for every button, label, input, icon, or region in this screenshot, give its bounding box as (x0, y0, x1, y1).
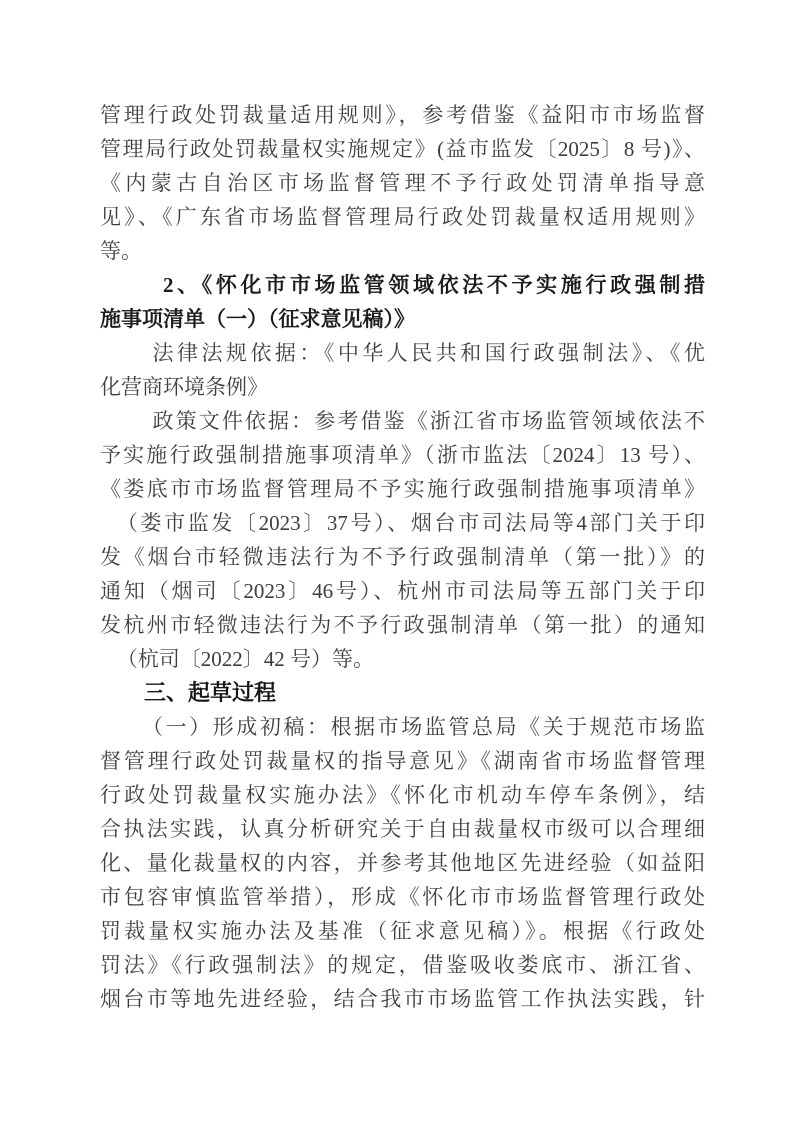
text-line: 化、量化裁量权的内容，并参考其他地区先进经验（如益阳 (100, 851, 705, 875)
text-line: 发《烟台市轻微违法行为不予行政强制清单（第一批）》的 (100, 545, 705, 569)
text-line: 予实施行政强制措施事项清单》（浙市监法〔2024〕13 号）、 (100, 443, 705, 467)
text-line: 法律法规依据：《中华人民共和国行政强制法》、《优 (152, 341, 705, 365)
text-line: 管理局行政处罚裁量权实施规定》(益市监发〔2025〕8 号)》、 (100, 137, 705, 161)
text-line: （杭司〔2022〕42 号）等。 (116, 647, 375, 671)
para-continued-policy-basis-item1 (100, 98, 705, 268)
para-forming-first-draft (100, 710, 705, 1016)
text-line: 施事项清单（一）（征求意见稿）》 (100, 307, 415, 331)
text-line: 市包容审慎监管举措），形成《怀化市市场监督管理行政处 (100, 885, 705, 909)
text-line: （一）形成初稿：根据市场监管总局《关于规范市场监 (142, 715, 705, 739)
heading-section-3-drafting-process (100, 676, 705, 710)
text-line: 管理行政处罚裁量适用规则》，参考借鉴《益阳市市场监督 (100, 103, 705, 127)
text-line: 2、《怀化市市场监管领域依法不予实施行政强制措 (163, 273, 705, 297)
para-policy-document-basis (100, 404, 705, 676)
text-line: 罚裁量权实施办法及基准（征求意见稿）》。根据《行政处 (100, 919, 705, 943)
para-legal-basis (100, 336, 705, 404)
text-line: 发杭州市轻微违法行为不予行政强制清单（第一批）的通知 (100, 613, 705, 637)
text-line: 化营商环境条例》 (100, 375, 268, 399)
text-line: 政策文件依据：参考借鉴《浙江省市场监管领域依法不 (152, 409, 705, 433)
text-line: 等。 (100, 239, 142, 263)
text-line: 见》、《广东省市场监督管理局行政处罚裁量权适用规则》 (100, 205, 705, 229)
heading-item-2-title (100, 268, 705, 336)
text-line: 罚法》《行政强制法》的规定，借鉴吸收娄底市、浙江省、 (100, 953, 705, 977)
text-line: 通知（烟司〔2023〕46号）、杭州市司法局等五部门关于印 (100, 579, 705, 603)
document-text-block (100, 98, 705, 1016)
text-line: 《内蒙古自治区市场监督管理不予行政处罚清单指导意 (100, 171, 705, 195)
text-line: 合执法实践，认真分析研究关于自由裁量权市级可以合理细 (100, 817, 705, 841)
text-line: 督管理行政处罚裁量权的指导意见》《湖南省市场监督管理 (100, 749, 705, 773)
text-line: 三、起草过程 (144, 680, 277, 705)
text-line: 烟台市等地先进经验，结合我市市场监管工作执法实践，针 (100, 987, 705, 1011)
text-line: （娄市监发〔2023〕37号）、烟台市司法局等4部门关于印 (116, 511, 705, 535)
text-line: 《娄底市市场监督管理局不予实施行政强制措施事项清单》 (100, 477, 705, 501)
text-line: 行政处罚裁量权实施办法》《怀化市机动车停车条例》，结 (100, 783, 705, 807)
